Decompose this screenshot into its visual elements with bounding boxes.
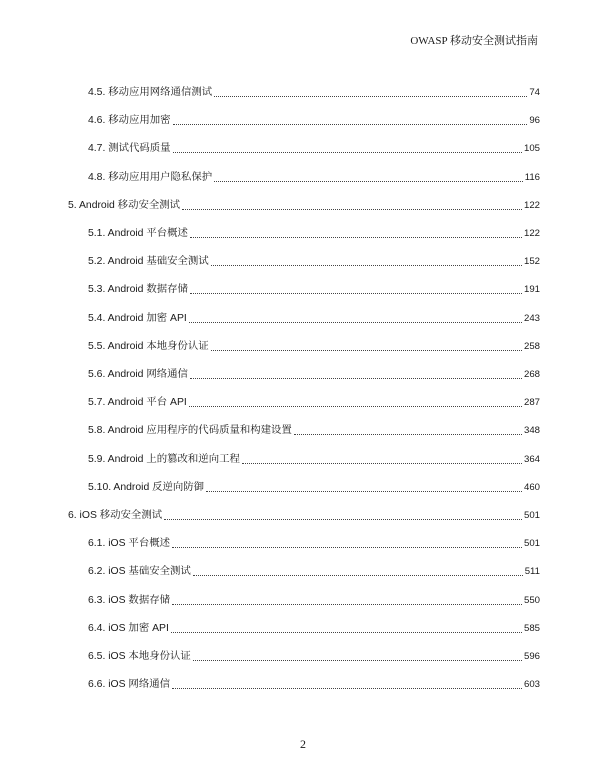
toc-entry-page: 116	[524, 171, 540, 183]
toc-entry-title: 5.1. Android 平台概述	[88, 228, 188, 239]
toc-entry-page: 585	[523, 622, 540, 634]
toc-entry-page: 122	[523, 228, 540, 239]
toc-leader-dots	[173, 152, 522, 153]
toc-entry-page: 511	[524, 566, 540, 578]
toc-entry-title: 6.4. iOS 加密 API	[88, 622, 169, 634]
toc-entry[interactable]	[68, 140, 540, 156]
toc-leader-dots	[189, 406, 522, 407]
toc-entry-page: 243	[523, 312, 540, 324]
toc-entry[interactable]	[68, 112, 540, 128]
toc-entry-title: 5.10. Android 反逆向防御	[88, 481, 205, 493]
toc-leader-dots	[190, 378, 522, 379]
toc-entry[interactable]	[68, 620, 540, 636]
toc-entry-title: 5.5. Android 本地身份认证	[88, 340, 209, 352]
toc-entry-page: 364	[523, 453, 540, 465]
toc-entry-page: 268	[523, 369, 540, 380]
toc-entry-page: 191	[523, 284, 540, 296]
toc-entry-title: 5.2. Android 基础安全测试	[88, 256, 209, 268]
toc-leader-dots	[193, 660, 522, 661]
toc-leader-dots	[182, 209, 522, 210]
toc-entry-title: 5.9. Android 上的篡改和逆向工程	[88, 453, 240, 465]
toc-entry-title: 5.6. Android 网络通信	[88, 369, 188, 380]
toc-entry[interactable]	[68, 197, 540, 213]
toc-entry[interactable]	[68, 451, 540, 467]
toc-entry[interactable]	[68, 648, 540, 664]
toc-entry-title: 6.2. iOS 基础安全测试	[88, 566, 191, 578]
toc-entry-page: 96	[529, 115, 540, 127]
toc-entry[interactable]	[68, 366, 540, 382]
toc-entry-title: 5. Android 移动安全测试	[68, 199, 181, 211]
toc-leader-dots	[242, 463, 522, 464]
toc-entry-page: 501	[523, 538, 540, 550]
toc-entry-title: 6. iOS 移动安全测试	[68, 510, 163, 521]
toc-entry[interactable]	[68, 592, 540, 608]
running-header: OWASP 移动安全测试指南	[410, 35, 538, 47]
toc-entry[interactable]	[68, 84, 540, 100]
toc-leader-dots	[172, 688, 522, 689]
toc-entry[interactable]	[68, 225, 540, 241]
toc-entry-title: 5.4. Android 加密 API	[88, 312, 187, 324]
toc-leader-dots	[214, 96, 527, 97]
toc-entry-title: 4.6. 移动应用加密	[88, 115, 171, 127]
toc-leader-dots	[214, 181, 523, 182]
toc-leader-dots	[211, 350, 522, 351]
toc-leader-dots	[206, 491, 522, 492]
toc-leader-dots	[294, 434, 522, 435]
toc-entry-title: 4.8. 移动应用用户隐私保护	[88, 171, 213, 183]
toc-entry[interactable]	[68, 422, 540, 438]
toc-leader-dots	[164, 519, 522, 520]
toc-entry[interactable]	[68, 535, 540, 551]
toc-entry-title: 6.3. iOS 数据存储	[88, 594, 170, 606]
toc-leader-dots	[173, 124, 528, 125]
toc-entry-page: 287	[523, 397, 540, 409]
toc-leader-dots	[193, 575, 523, 576]
toc-entry-page: 105	[523, 143, 540, 155]
toc-entry[interactable]	[68, 310, 540, 326]
toc-entry-title: 5.8. Android 应用程序的代码质量和构建设置	[88, 425, 292, 437]
toc-leader-dots	[211, 265, 522, 266]
page-number: 2	[300, 737, 306, 751]
toc-entry-title: 5.3. Android 数据存储	[88, 284, 188, 296]
toc-entry-title: 6.1. iOS 平台概述	[88, 538, 170, 550]
toc-entry-page: 74	[529, 87, 540, 98]
toc-entry-page: 258	[523, 340, 540, 352]
toc-entry[interactable]	[68, 479, 540, 495]
toc-leader-dots	[189, 322, 522, 323]
toc-entry-page: 603	[523, 679, 540, 691]
toc-entry[interactable]	[68, 338, 540, 354]
toc-entry-title: 5.7. Android 平台 API	[88, 397, 187, 409]
toc-entry-title: 4.7. 测试代码质量	[88, 143, 171, 155]
toc-leader-dots	[190, 293, 522, 294]
toc-entry[interactable]	[68, 676, 540, 692]
toc-leader-dots	[172, 547, 522, 548]
toc-leader-dots	[190, 237, 522, 238]
toc-entry-page: 550	[523, 594, 540, 606]
toc-entry-page: 122	[523, 199, 540, 211]
toc-entry[interactable]	[68, 253, 540, 269]
toc-leader-dots	[171, 632, 522, 633]
toc-entry[interactable]	[68, 281, 540, 297]
toc-leader-dots	[172, 604, 522, 605]
toc-entry[interactable]	[68, 169, 540, 185]
toc-entry-page: 348	[523, 425, 540, 437]
toc-entry-title: 6.6. iOS 网络通信	[88, 679, 170, 691]
toc-entry[interactable]	[68, 507, 540, 523]
toc-entry-title: 4.5. 移动应用网络通信测试	[88, 87, 213, 98]
toc-entry-page: 596	[523, 651, 540, 662]
toc-entry-page: 501	[523, 510, 540, 521]
toc-entry-page: 152	[523, 256, 540, 268]
toc-entry-title: 6.5. iOS 本地身份认证	[88, 651, 191, 662]
toc-entry-page: 460	[523, 481, 540, 493]
toc-entry[interactable]	[68, 394, 540, 410]
toc-entry[interactable]	[68, 563, 540, 579]
